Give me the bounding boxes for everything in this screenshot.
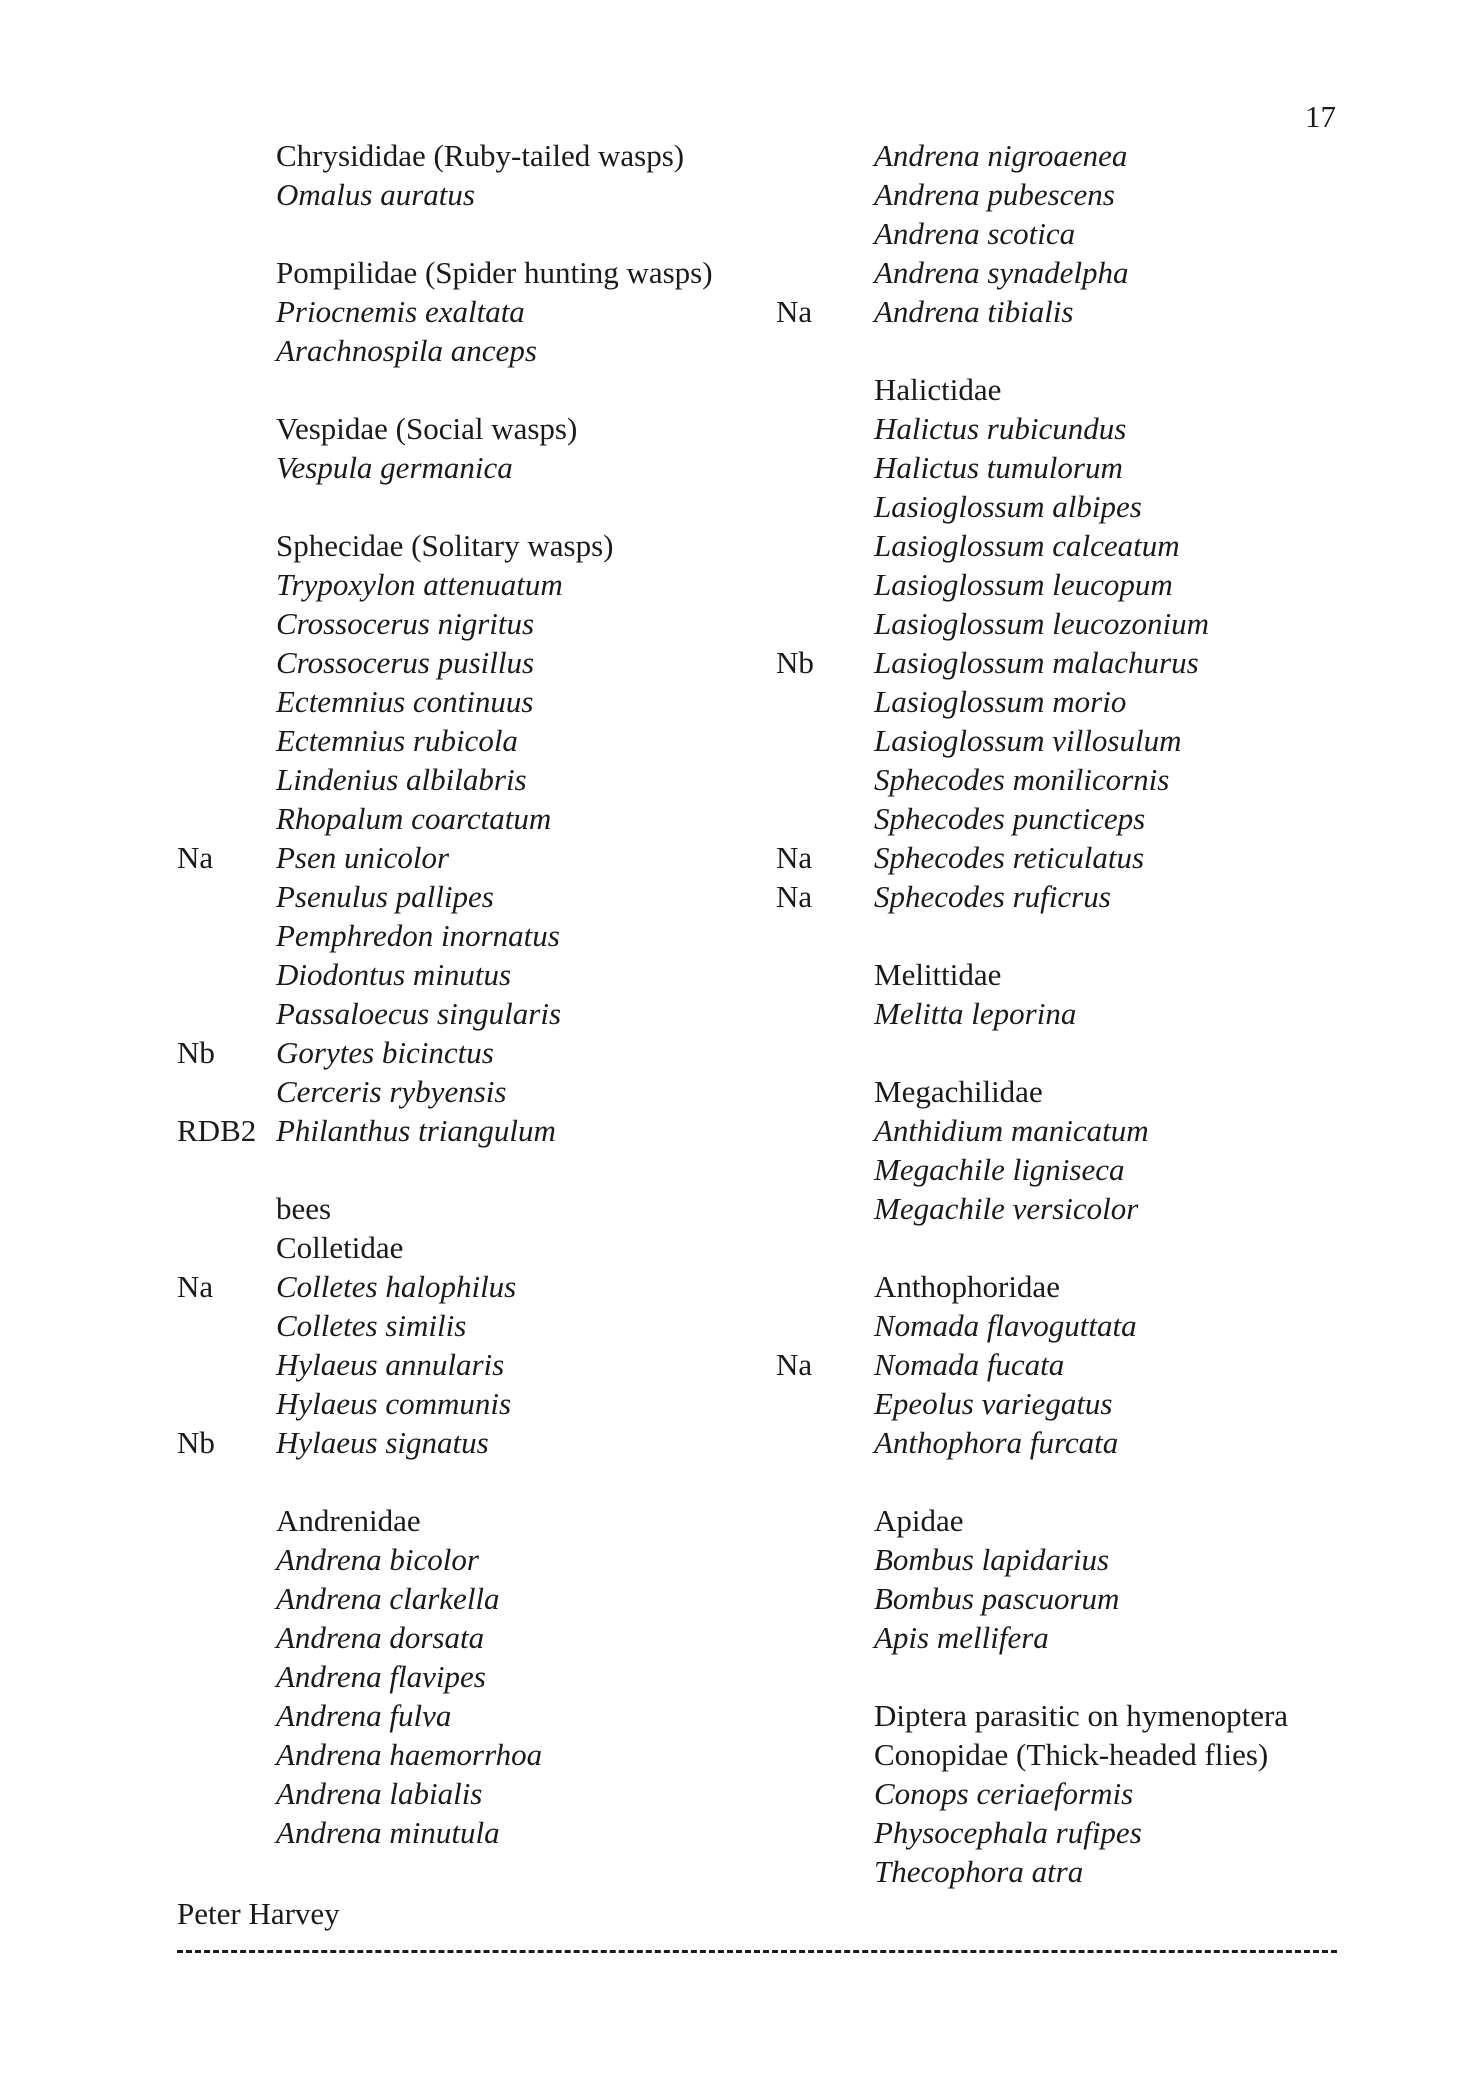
species-name: Colletes halophilus xyxy=(276,1269,517,1304)
family-heading: Halictidae xyxy=(874,372,1002,407)
species-name: Vespula germanica xyxy=(276,450,513,485)
species-name: Andrena clarkella xyxy=(276,1581,500,1616)
family-heading: Vespidae (Social wasps) xyxy=(276,411,578,446)
author-name: Peter Harvey xyxy=(177,1896,340,1931)
species-name: Colletes similis xyxy=(276,1308,467,1343)
species-name: Andrena nigroaenea xyxy=(874,138,1128,173)
species-name: Melitta leporina xyxy=(874,996,1077,1031)
species-name: Lasioglossum villosulum xyxy=(874,723,1182,758)
conservation-status: Nb xyxy=(177,1035,215,1070)
species-name: Anthophora furcata xyxy=(874,1425,1119,1460)
species-name: Halictus rubicundus xyxy=(874,411,1127,446)
species-name: Andrena synadelpha xyxy=(874,255,1129,290)
species-name: Sphecodes monilicornis xyxy=(874,762,1170,797)
species-name: Priocnemis exaltata xyxy=(276,294,525,329)
species-name: Bombus lapidarius xyxy=(874,1542,1110,1577)
species-name: Omalus auratus xyxy=(276,177,475,212)
species-name: Trypoxylon attenuatum xyxy=(276,567,563,602)
species-name: Bombus pascuorum xyxy=(874,1581,1120,1616)
species-name: Passaloecus singularis xyxy=(276,996,562,1031)
species-name: Andrena pubescens xyxy=(874,177,1115,212)
species-name: Ectemnius rubicola xyxy=(276,723,518,758)
species-name: Andrena tibialis xyxy=(874,294,1074,329)
species-name: Andrena minutula xyxy=(276,1815,500,1850)
species-name: Sphecodes reticulatus xyxy=(874,840,1145,875)
species-name: Andrena scotica xyxy=(874,216,1076,251)
species-name: Andrena bicolor xyxy=(276,1542,479,1577)
conservation-status: Na xyxy=(776,1347,813,1382)
species-name: Psen unicolor xyxy=(276,840,450,875)
species-name: Andrena labialis xyxy=(276,1776,483,1811)
species-name: Arachnospila anceps xyxy=(276,333,537,368)
species-name: Cerceris rybyensis xyxy=(276,1074,507,1109)
species-name: Physocephala rufipes xyxy=(874,1815,1142,1850)
species-name: Sphecodes ruficrus xyxy=(874,879,1111,914)
species-name: Rhopalum coarctatum xyxy=(276,801,552,836)
family-heading: Apidae xyxy=(874,1503,964,1538)
species-name: Nomada flavoguttata xyxy=(874,1308,1137,1343)
species-name: Psenulus pallipes xyxy=(276,879,494,914)
species-name: Lasioglossum albipes xyxy=(874,489,1142,524)
species-name: Ectemnius continuus xyxy=(276,684,534,719)
species-name: Nomada fucata xyxy=(874,1347,1065,1382)
conservation-status: Nb xyxy=(177,1425,215,1460)
family-heading: Sphecidae (Solitary wasps) xyxy=(276,528,614,563)
conservation-status: Na xyxy=(177,840,214,875)
species-name: Hylaeus annularis xyxy=(276,1347,505,1382)
species-name: Crossocerus pusillus xyxy=(276,645,535,680)
species-name: Hylaeus communis xyxy=(276,1386,512,1421)
family-heading: Anthophoridae xyxy=(874,1269,1060,1304)
species-name: Andrena flavipes xyxy=(276,1659,486,1694)
species-name: Andrena haemorrhoa xyxy=(276,1737,543,1772)
species-name: Andrena dorsata xyxy=(276,1620,485,1655)
species-name: Pemphredon inornatus xyxy=(276,918,560,953)
conservation-status: Na xyxy=(776,879,813,914)
species-name: Thecophora atra xyxy=(874,1854,1084,1889)
family-heading: Chrysididae (Ruby-tailed wasps) xyxy=(276,138,685,173)
dashed-divider xyxy=(177,1950,1337,1953)
species-name: Philanthus triangulum xyxy=(276,1113,556,1148)
species-name: Crossocerus nigritus xyxy=(276,606,535,641)
species-name: Epeolus variegatus xyxy=(874,1386,1113,1421)
species-name: Lasioglossum leucozonium xyxy=(874,606,1209,641)
family-heading: bees xyxy=(276,1191,332,1226)
conservation-status: RDB2 xyxy=(177,1113,257,1148)
species-name: Hylaeus signatus xyxy=(276,1425,489,1460)
species-name: Diodontus minutus xyxy=(276,957,512,992)
species-name: Apis mellifera xyxy=(874,1620,1049,1655)
conservation-status: Nb xyxy=(776,645,814,680)
family-heading: Colletidae xyxy=(276,1230,404,1265)
species-name: Conops ceriaeformis xyxy=(874,1776,1134,1811)
family-heading: Megachilidae xyxy=(874,1074,1043,1109)
species-name: Halictus tumulorum xyxy=(874,450,1123,485)
species-name: Gorytes bicinctus xyxy=(276,1035,494,1070)
species-name: Lasioglossum morio xyxy=(874,684,1127,719)
species-name: Megachile versicolor xyxy=(874,1191,1139,1226)
species-name: Lasioglossum calceatum xyxy=(874,528,1180,563)
page-number: 17 xyxy=(1305,99,1336,134)
family-heading: Andrenidae xyxy=(276,1503,421,1538)
family-heading: Melittidae xyxy=(874,957,1002,992)
family-heading: Pompilidae (Spider hunting wasps) xyxy=(276,255,713,290)
species-name: Anthidium manicatum xyxy=(874,1113,1149,1148)
species-name: Lindenius albilabris xyxy=(276,762,527,797)
species-name: Sphecodes puncticeps xyxy=(874,801,1146,836)
species-name: Lasioglossum malachurus xyxy=(874,645,1199,680)
family-heading: Diptera parasitic on hymenoptera xyxy=(874,1698,1289,1733)
species-name: Megachile ligniseca xyxy=(874,1152,1125,1187)
conservation-status: Na xyxy=(177,1269,214,1304)
conservation-status: Na xyxy=(776,294,813,329)
species-name: Andrena fulva xyxy=(276,1698,452,1733)
family-heading: Conopidae (Thick-headed flies) xyxy=(874,1737,1269,1772)
species-name: Lasioglossum leucopum xyxy=(874,567,1173,602)
conservation-status: Na xyxy=(776,840,813,875)
